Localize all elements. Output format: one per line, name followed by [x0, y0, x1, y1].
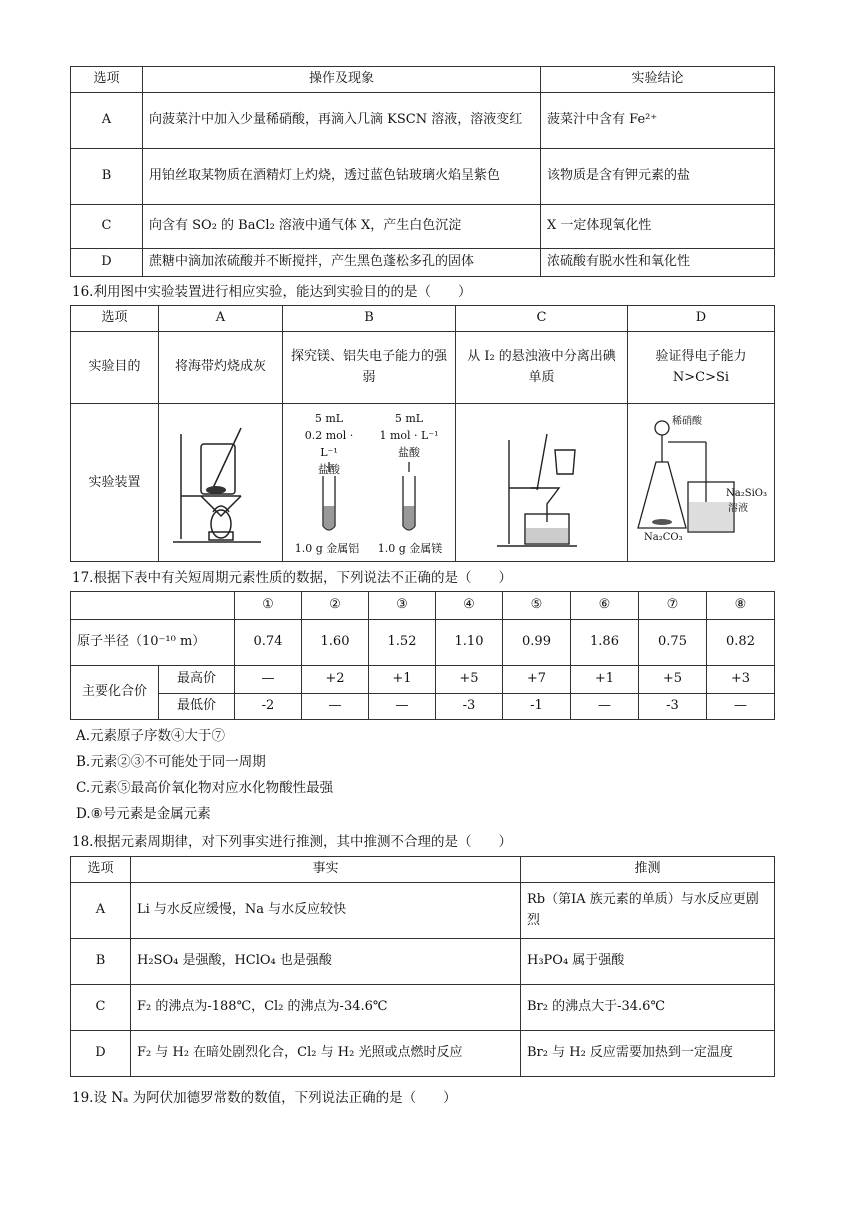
q19-stem: 19.设 Nₐ 为阿伏加德罗常数的数值，下列说法正确的是（ ）	[72, 1090, 457, 1106]
radius-label: 原子半径（10⁻¹⁰ m）	[71, 620, 235, 666]
q16-purpose: 将海带灼烧成灰	[159, 332, 283, 404]
max-valence: +1	[369, 666, 436, 694]
q15-table	[70, 66, 775, 277]
tube-right-metal: 1.0 g 金属镁	[377, 542, 443, 555]
table-row	[71, 93, 775, 149]
valence-label: 主要化合价	[71, 666, 159, 720]
q18-header-guess: 推测	[521, 857, 775, 883]
q18-option: D	[71, 1031, 131, 1077]
radius-value: 0.82	[707, 620, 775, 666]
table-row	[71, 249, 775, 277]
max-valence-label: 最高价	[159, 666, 235, 694]
test-tubes-icon	[283, 462, 456, 536]
table-row	[71, 883, 775, 939]
q17-corner	[71, 592, 235, 620]
radius-value: 1.52	[369, 620, 436, 666]
element-header: ③	[369, 592, 436, 620]
q16-table	[70, 305, 775, 562]
max-valence: +1	[571, 666, 639, 694]
tube-right-labels	[379, 410, 439, 461]
tube-left-volume: 5 mL	[314, 412, 344, 425]
min-valence: —	[707, 694, 775, 720]
apparatus-d	[628, 404, 775, 562]
max-valence: +2	[302, 666, 369, 694]
q15-operation: 向菠菜汁中加入少量稀硝酸，再滴入几滴 KSCN 溶液，溶液变红	[143, 93, 541, 149]
q18-fact: F₂ 的沸点为-188℃，Cl₂ 的沸点为-34.6℃	[131, 985, 521, 1031]
q18-stem: 18.根据元素周期律，对下列事实进行推测，其中推测不合理的是（ ）	[72, 834, 512, 850]
q15-operation: 向含有 SO₂ 的 BaCl₂ 溶液中通气体 X，产生白色沉淀	[143, 205, 541, 249]
apparatus-a	[159, 404, 283, 562]
max-valence: —	[235, 666, 302, 694]
q15-header-conclusion: 实验结论	[541, 67, 775, 93]
table-row	[71, 149, 775, 205]
tube-left-acid: 盐酸	[318, 463, 340, 476]
q17-option-b: B.元素②③不可能处于同一周期	[76, 754, 266, 770]
q16-header: D	[628, 306, 775, 332]
q15-conclusion: 菠菜汁中含有 Fe²⁺	[541, 93, 775, 149]
q15-operation: 用铂丝取某物质在酒精灯上灼烧，透过蓝色钴玻璃火焰呈紫色	[143, 149, 541, 205]
q17-table	[70, 591, 775, 720]
element-header: ⑧	[707, 592, 775, 620]
max-valence: +3	[707, 666, 775, 694]
tube-left-concentration: 0.2 mol · L⁻¹	[304, 429, 354, 459]
table-row	[71, 1031, 775, 1077]
min-valence: -1	[503, 694, 571, 720]
solution-label: 溶液	[728, 503, 748, 514]
q18-fact: F₂ 与 H₂ 在暗处剧烈化合，Cl₂ 与 H₂ 光照或点燃时反应	[131, 1031, 521, 1077]
q18-header-fact: 事实	[131, 857, 521, 883]
q18-guess: Br₂ 与 H₂ 反应需要加热到一定温度	[521, 1031, 775, 1077]
q16-header: B	[283, 306, 456, 332]
crucible-heating-icon	[161, 404, 281, 554]
dilute-nitric-acid-label: 稀硝酸	[672, 416, 702, 427]
q17-stem: 17.根据下表中有关短周期元素性质的数据，下列说法不正确的是（ ）	[72, 570, 512, 586]
q16-purpose-label: 实验目的	[71, 332, 159, 404]
sodium-silicate-label: Na₂SiO₃	[726, 488, 767, 499]
q16-header: C	[456, 306, 628, 332]
max-valence: +5	[436, 666, 503, 694]
min-valence: —	[571, 694, 639, 720]
q15-conclusion: X 一定体现氧化性	[541, 205, 775, 249]
q16-purpose: 从 I₂ 的悬浊液中分离出碘单质	[456, 332, 628, 404]
q16-header: 选项	[71, 306, 159, 332]
q15-header-operation: 操作及现象	[143, 67, 541, 93]
tube-left-metal: 1.0 g 金属铝	[294, 542, 360, 555]
element-header: ⑤	[503, 592, 571, 620]
element-header: ④	[436, 592, 503, 620]
radius-value: 1.10	[436, 620, 503, 666]
min-valence: -2	[235, 694, 302, 720]
q15-conclusion: 该物质是含有钾元素的盐	[541, 149, 775, 205]
q18-guess: H₃PO₄ 属于强酸	[521, 939, 775, 985]
q15-conclusion: 浓硫酸有脱水性和氧化性	[541, 249, 775, 277]
min-valence-label: 最低价	[159, 694, 235, 720]
radius-value: 0.75	[639, 620, 707, 666]
q18-option: A	[71, 883, 131, 939]
q15-option: D	[71, 249, 143, 277]
table-row	[71, 939, 775, 985]
q18-option: C	[71, 985, 131, 1031]
q17-option-d: D.⑧号元素是金属元素	[76, 806, 211, 822]
tube-right-acid: 盐酸	[398, 446, 420, 459]
element-header: ⑦	[639, 592, 707, 620]
min-valence: —	[369, 694, 436, 720]
element-header: ①	[235, 592, 302, 620]
radius-value: 1.60	[302, 620, 369, 666]
element-header: ⑥	[571, 592, 639, 620]
min-valence: -3	[436, 694, 503, 720]
filtration-icon	[467, 404, 617, 554]
table-row	[71, 985, 775, 1031]
q16-purpose: 验证得电子能力 N>C>Si	[628, 332, 775, 404]
apparatus-b	[283, 404, 456, 562]
q18-header-option: 选项	[71, 857, 131, 883]
q18-fact: H₂SO₄ 是强酸，HClO₄ 也是强酸	[131, 939, 521, 985]
q15-header-option: 选项	[71, 67, 143, 93]
radius-value: 0.99	[503, 620, 571, 666]
tube-right-concentration: 1 mol · L⁻¹	[379, 429, 439, 442]
max-valence: +7	[503, 666, 571, 694]
q16-stem: 16.利用图中实验装置进行相应实验，能达到实验目的的是（ ）	[72, 284, 472, 300]
tube-right-volume: 5 mL	[394, 412, 424, 425]
q15-operation: 蔗糖中滴加浓硫酸并不断搅拌，产生黑色蓬松多孔的固体	[143, 249, 541, 277]
sodium-carbonate-label: Na₂CO₃	[644, 532, 683, 543]
min-valence: —	[302, 694, 369, 720]
radius-value: 0.74	[235, 620, 302, 666]
radius-value: 1.86	[571, 620, 639, 666]
q16-purpose: 探究镁、铝失电子能力的强弱	[283, 332, 456, 404]
q15-option: B	[71, 149, 143, 205]
table-row	[71, 205, 775, 249]
q17-option-c: C.元素⑤最高价氧化物对应水化物酸性最强	[76, 780, 334, 796]
q15-option: A	[71, 93, 143, 149]
q15-option: C	[71, 205, 143, 249]
q18-guess: Br₂ 的沸点大于-34.6℃	[521, 985, 775, 1031]
apparatus-c	[456, 404, 628, 562]
q17-option-a: A.元素原子序数④大于⑦	[76, 728, 226, 744]
q18-guess: Rb（第ⅠA 族元素的单质）与水反应更剧烈	[521, 883, 775, 939]
element-header: ②	[302, 592, 369, 620]
q16-device-label: 实验装置	[71, 404, 159, 562]
max-valence: +5	[639, 666, 707, 694]
q18-table	[70, 856, 775, 1077]
q16-header: A	[159, 306, 283, 332]
q18-option: B	[71, 939, 131, 985]
q18-fact: Li 与水反应缓慢，Na 与水反应较快	[131, 883, 521, 939]
min-valence: -3	[639, 694, 707, 720]
